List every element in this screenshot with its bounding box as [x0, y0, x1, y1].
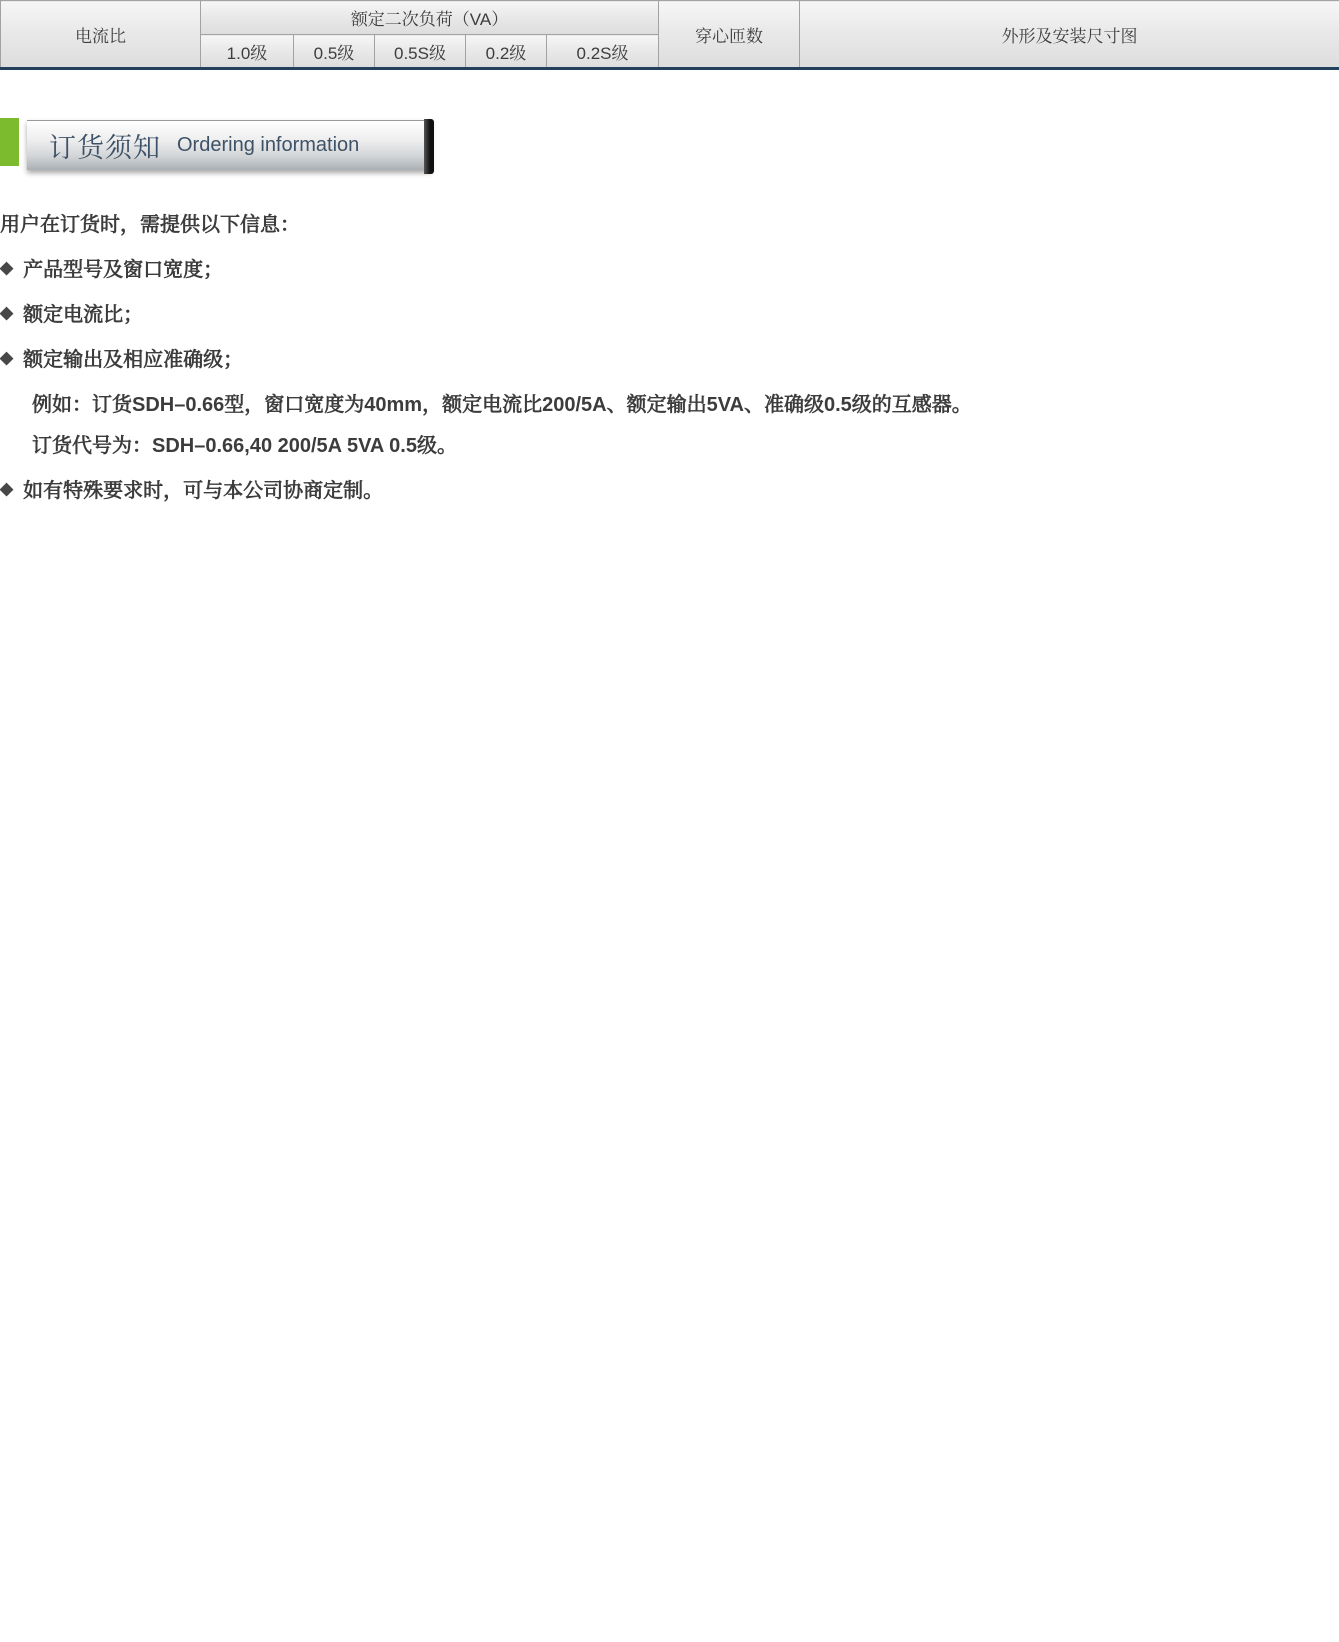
header-turns: 穿心匝数 — [659, 1, 800, 69]
ordering-title-en: Ordering information — [177, 134, 360, 156]
diamond-bullet-icon: ◆ — [0, 478, 14, 498]
header-burden-group: 额定二次负荷（VA） — [201, 1, 659, 35]
header-class-0-5s: 0.5S级 — [375, 35, 466, 69]
ordering-banner — [27, 120, 431, 170]
bullet-text: 产品型号及窗口宽度； — [23, 259, 224, 281]
ordering-example-line — [0, 429, 1339, 458]
ordering-bullet — [0, 474, 1339, 503]
spec-table-header — [1, 1, 1339, 69]
bullet-text: 如有特殊要求时，可与本公司协商定制。 — [23, 480, 384, 502]
ordering-bullet — [0, 253, 1339, 282]
ordering-section-header — [0, 120, 1339, 174]
diamond-bullet-icon: ◆ — [0, 302, 14, 322]
bullet-text: 额定输出及相应准确级； — [23, 349, 244, 371]
header-drawing: 外形及安装尺寸图 — [800, 1, 1339, 69]
ordering-example-line — [0, 388, 1339, 417]
ordering-intro: 用户在订货时，需提供以下信息： — [0, 214, 300, 236]
header-class-0-5: 0.5级 — [294, 35, 375, 69]
header-class-1-0: 1.0级 — [201, 35, 294, 69]
ordering-notes — [0, 208, 1339, 503]
diamond-bullet-icon: ◆ — [0, 347, 14, 367]
header-class-0-2s: 0.2S级 — [547, 35, 659, 69]
bullet-text: 额定电流比； — [23, 304, 144, 326]
ordering-title-zh: 订货须知 — [49, 133, 161, 163]
example-text: 例如：订货SDH–0.66型，窗口宽度为40mm，额定电流比200/5A、额定输出5VA、准确级0.5级的互感器。 — [32, 394, 972, 416]
ordering-bullet — [0, 343, 1339, 372]
ordering-bullet — [0, 298, 1339, 327]
example-text: 订货代号为：SDH–0.66,40 200/5A 5VA 0.5级。 — [32, 435, 457, 457]
green-accent-square — [0, 118, 19, 166]
header-class-0-2: 0.2级 — [466, 35, 547, 69]
spec-table — [0, 0, 1339, 70]
diamond-bullet-icon: ◆ — [0, 257, 14, 277]
header-current-ratio: 电流比 — [1, 1, 201, 69]
